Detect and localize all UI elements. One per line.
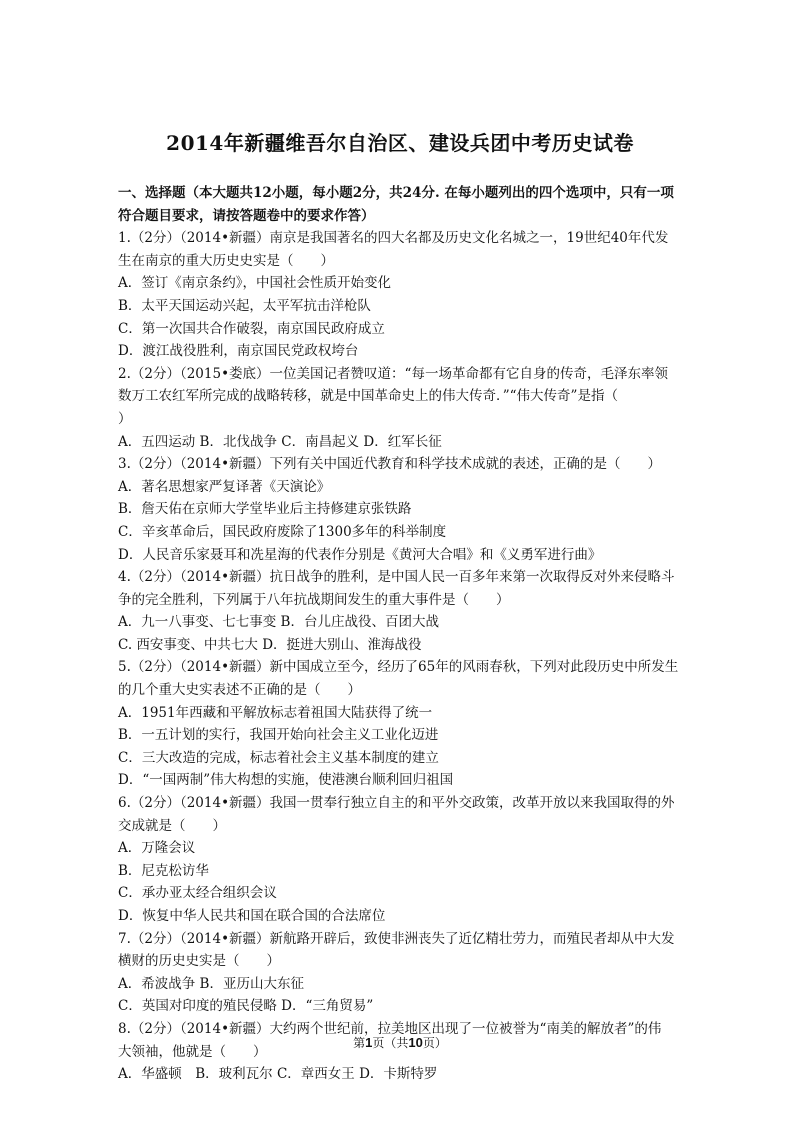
- page-footer: [0, 1034, 800, 1051]
- answer-option: D．渡江战役胜利，南京国民党政权垮台: [118, 343, 359, 360]
- question-stem-line: 1.（2分）（2014•新疆）南京是我国著名的四大名都及历史文化名城之一，19世纪40年代发: [118, 230, 669, 247]
- answer-option: A．五四运动 B．北伐战争 C．南昌起义 D．红军长征: [118, 433, 442, 450]
- answer-option: D．“一国两制”伟大构想的实施，使港澳台顺利回归祖国: [118, 772, 454, 789]
- question-7: [118, 928, 684, 1018]
- footer-middle: 页（共: [372, 1036, 409, 1050]
- question-8: [118, 1018, 684, 1086]
- answer-option: A．万隆会议: [118, 840, 196, 857]
- question-stem-line: 数万工农红军所完成的战略转移，就是中国革命史上的伟大传奇．”“伟大传奇”是指（: [118, 388, 618, 405]
- answer-option: D．人民音乐家聂耳和冼星海的代表作分别是《黄河大合唱》和《义勇军进行曲》: [118, 546, 602, 563]
- footer-total-pages: 10: [408, 1035, 423, 1050]
- answer-option: B．太平天国运动兴起，太平军抗击洋枪队: [118, 297, 371, 314]
- answer-option: C. 西安事变、中共七大 D．挺进大别山、淮海战役: [118, 636, 422, 653]
- question-stem-line: 大领袖，他就是（ ）: [118, 1043, 267, 1060]
- question-stem-line: 7.（2分）（2014•新疆）新航路开辟后，致使非洲丧失了近亿精壮劳力，而殖民者却从中大发: [118, 930, 675, 947]
- answer-option: A．著名思想家严复译著《天演论》: [118, 478, 331, 495]
- question-1: [118, 227, 684, 363]
- answer-option: C．辛亥革命后，国民政府废除了1300多年的科举制度: [118, 523, 447, 540]
- section-heading: [118, 182, 684, 227]
- question-stem-line: 交成就是（ ）: [118, 817, 226, 834]
- question-4: [118, 566, 684, 656]
- question-stem-line: 争的完全胜利，下列属于八年抗战期间发生的重大事件是（ ）: [118, 591, 510, 608]
- answer-option: B．一五计划的实行，我国开始向社会主义工业化迈进: [118, 727, 439, 744]
- answer-option: C．承办亚太经合组织会议: [118, 885, 277, 902]
- answer-option: A．签订《南京条约》，中国社会性质开始变化: [118, 275, 391, 292]
- answer-option: B．詹天佑在京师大学堂毕业后主持修建京张铁路: [118, 501, 412, 518]
- page-title: 2014年新疆维吾尔自治区、建设兵团中考历史试卷: [166, 131, 634, 155]
- answer-option: C．三大改造的完成，标志着社会主义基本制度的建立: [118, 749, 439, 766]
- answer-option: C．第一次国共合作破裂，南京国民政府成立: [118, 320, 385, 337]
- question-stem-line: 6.（2分）（2014•新疆）我国一贯奉行独立自主的和平外交政策，改革开放以来我国取得的外: [118, 795, 675, 812]
- answer-option: C．英国对印度的殖民侵略 D．“三角贸易”: [118, 998, 374, 1015]
- section-heading-line: 符合题目要求，请按答题卷中的要求作答）: [118, 207, 375, 224]
- section-heading-line: 一、选择题（本大题共12小题，每小题2分，共24分. 在每小题列出的四个选项中，只有一项: [118, 185, 674, 201]
- question-stem-line: 5.（2分）（2014•新疆）新中国成立至今，经历了65年的风雨春秋，下列对此段历史中所发生: [118, 659, 679, 676]
- answer-option: A．华盛顿 B．玻利瓦尔 C．章西女王 D．卡斯特罗: [118, 1066, 438, 1083]
- question-stem-line: 横财的历史史实是（ ）: [118, 953, 280, 970]
- answer-option: B．尼克松访华: [118, 862, 209, 879]
- answer-option: A．九一八事变、七七事变 B．台儿庄战役、百团大战: [118, 614, 439, 631]
- question-stem-line: ）: [118, 410, 132, 427]
- question-stem-line: 4.（2分）（2014•新疆）抗日战争的胜利，是中国人民一百多年来第一次取得反对外来侵略斗: [118, 569, 675, 586]
- answer-option: A．1951年西藏和平解放标志着祖国大陆获得了统一: [118, 704, 433, 721]
- question-stem-line: 的几个重大史实表述不正确的是（ ）: [118, 682, 361, 699]
- question-stem-line: 8.（2分）（2014•新疆）大约两个世纪前，拉美地区出现了一位被誉为“南美的解放者”的伟: [118, 1020, 662, 1037]
- question-6: [118, 792, 684, 928]
- question-stem-line: 3.（2分）（2014•新疆）下列有关中国近代教育和科学技术成就的表述，正确的是（ ）: [118, 456, 662, 473]
- answer-option: D．恢复中华人民共和国在联合国的合法席位: [118, 908, 386, 924]
- question-stem-line: 2.（2分）（2015•娄底）一位美国记者赞叹道：“每一场革命都有它自身的传奇，毛泽东率领: [118, 365, 668, 382]
- question-3: [118, 453, 684, 566]
- footer-prefix: 第: [353, 1036, 366, 1050]
- question-2: [118, 363, 684, 453]
- question-5: [118, 656, 684, 792]
- footer-suffix: 页）: [422, 1036, 447, 1050]
- footer-page-number: 1: [365, 1035, 373, 1050]
- question-stem-line: 生在南京的重大历史史实是（ ）: [118, 252, 334, 269]
- answer-option: A．希波战争 B．亚历山大东征: [118, 975, 304, 992]
- exam-content: [118, 182, 684, 1086]
